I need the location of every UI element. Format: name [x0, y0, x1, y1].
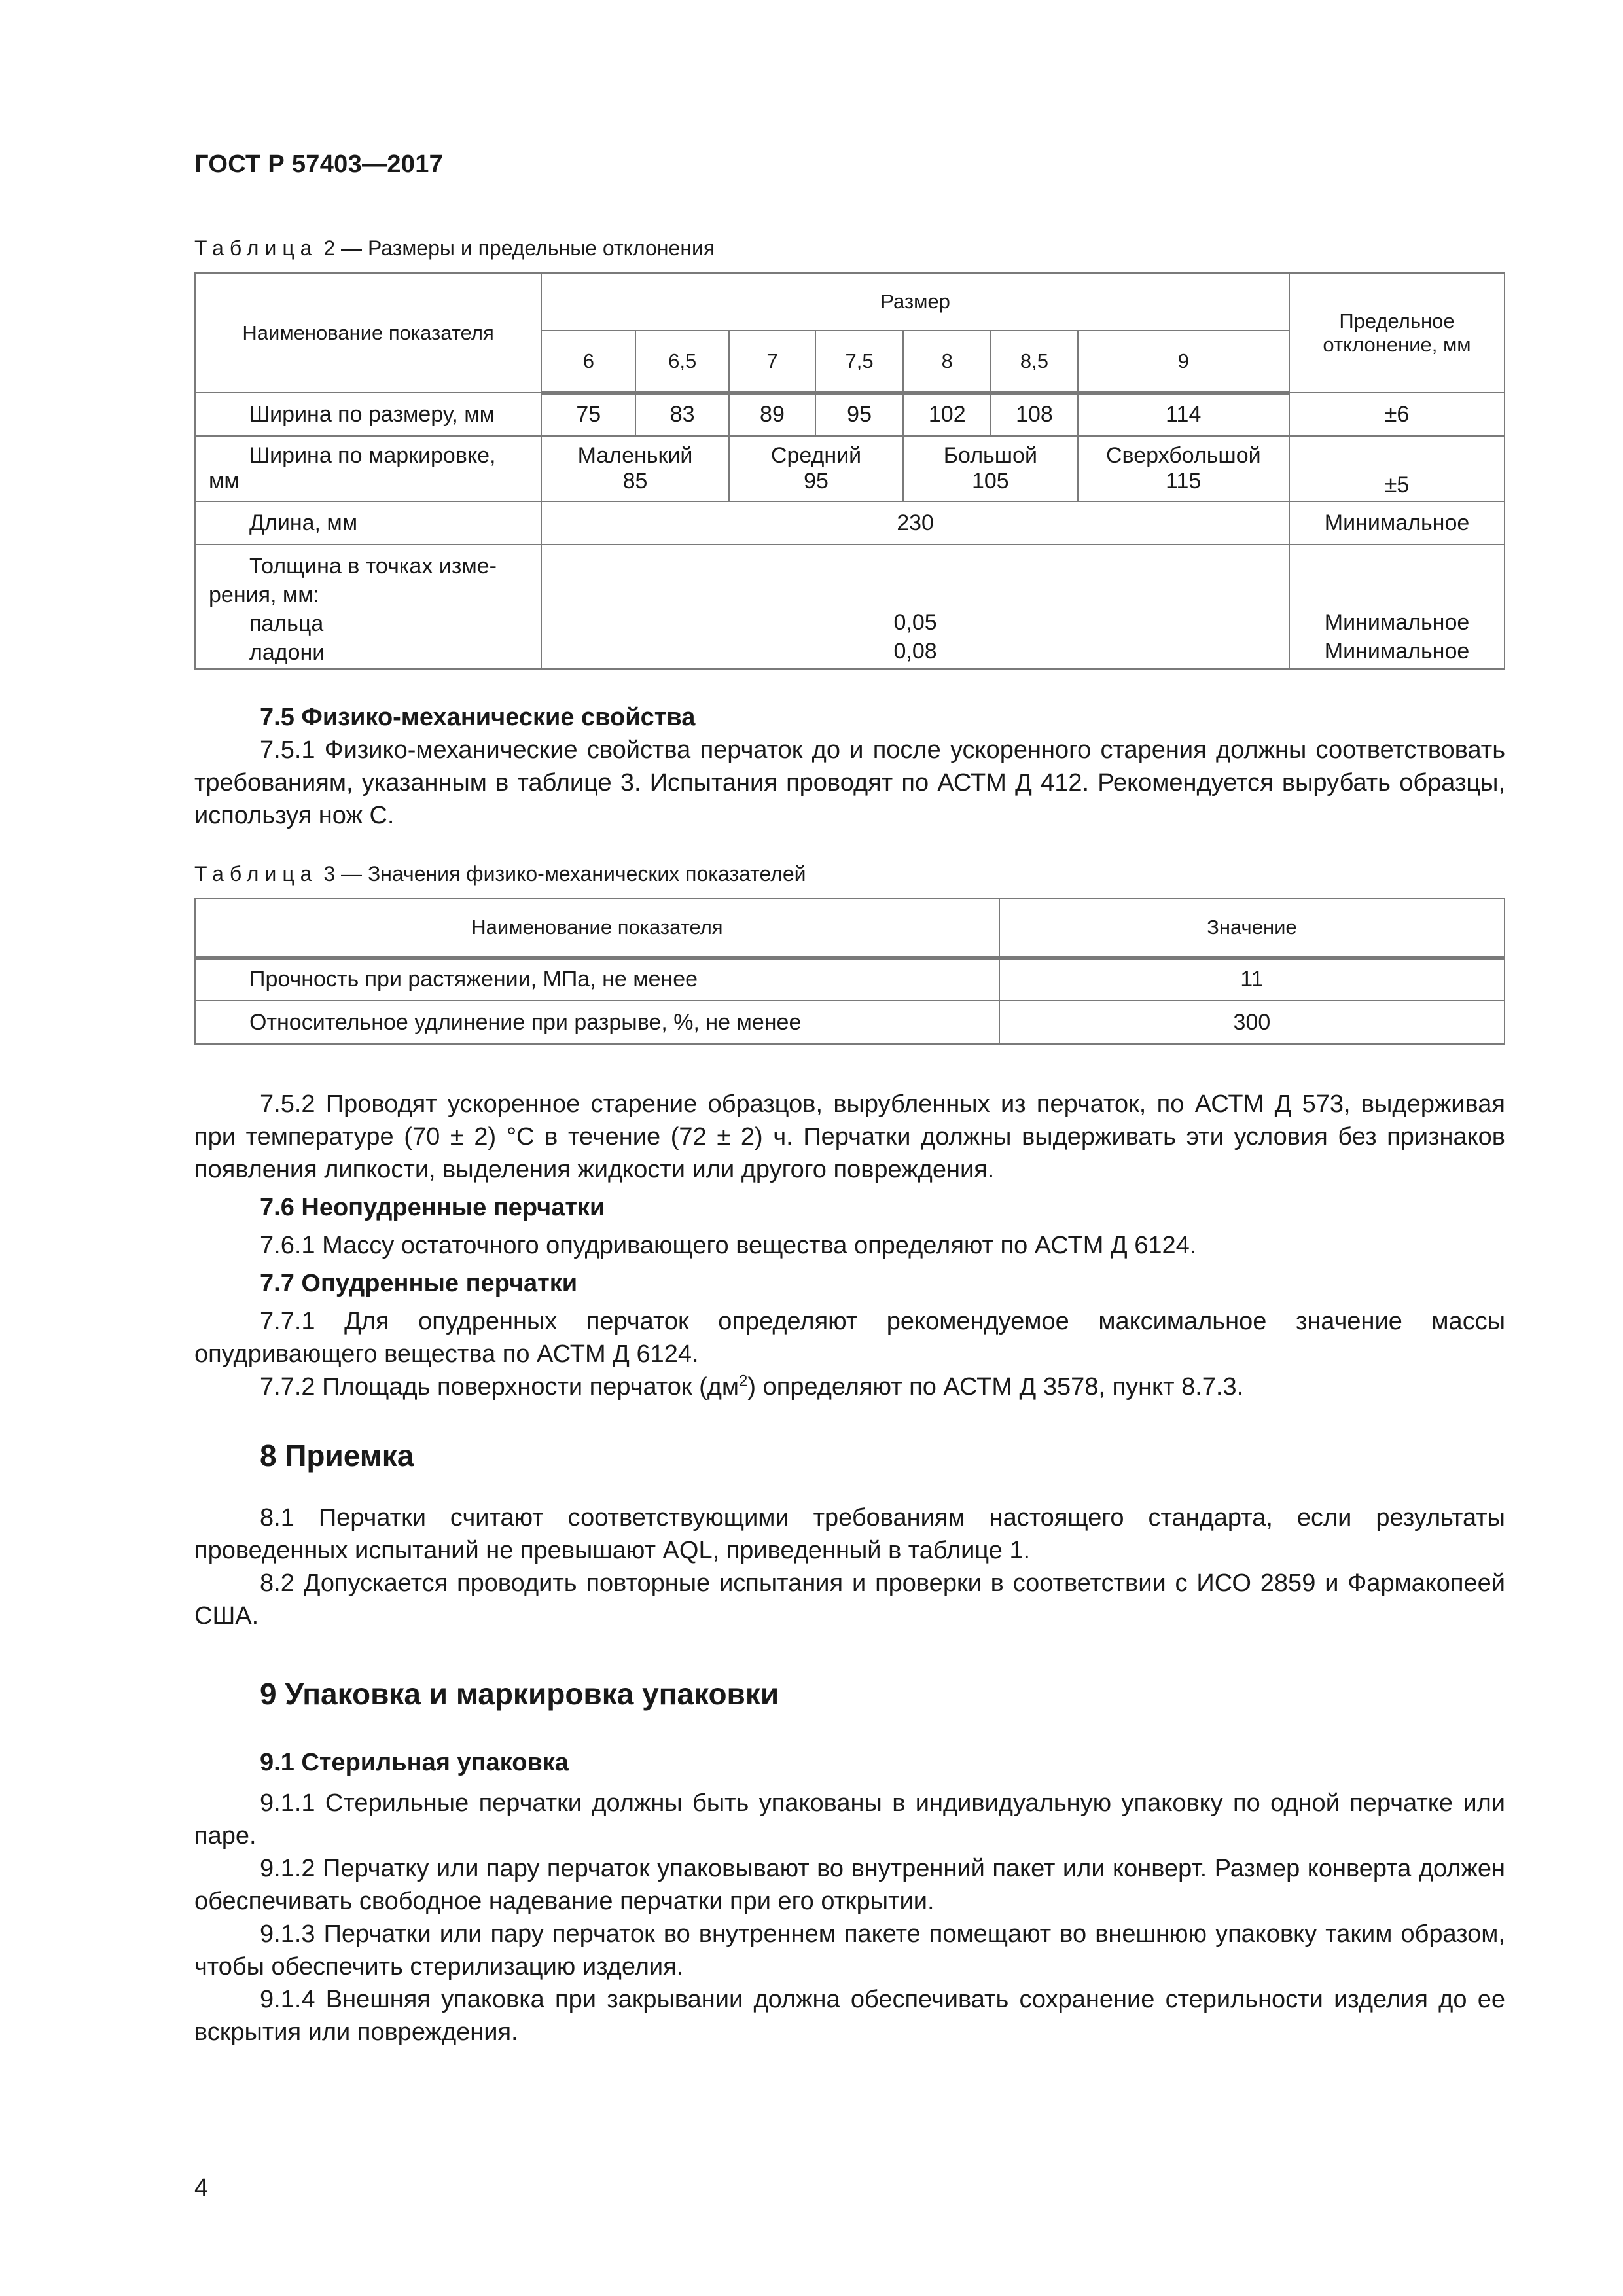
- table2: [194, 272, 1505, 670]
- table2-caption-number: 2: [323, 236, 336, 260]
- palm-label: ладони: [249, 640, 325, 665]
- table3: [194, 898, 1505, 1045]
- paragraph-9-1-1: 9.1.1 Стерильные перчатки должны быть упакованы в индивидуальную упаковку по одной перчатке или паре.: [194, 1789, 1505, 1850]
- table-cell: 102: [903, 393, 991, 436]
- palm-value: 0,08: [893, 639, 937, 664]
- section-7-5-heading: 7.5 Физико-механические свойства: [260, 704, 696, 731]
- paragraph-7-5-1: 7.5.1 Физико-механические свойства перчаток до и после ускоренного старения должны соответствовать требованиям, указанным в таблице 3. Испытания проводят по АСТМ Д 412. Рекомендуется вырубать образцы, используя нож С.: [194, 736, 1505, 829]
- section-8-heading: 8 Приемка: [260, 1439, 414, 1473]
- mark-group-name: Большой: [943, 443, 1037, 468]
- table3-caption: [194, 862, 1505, 886]
- thickness-values: [541, 545, 1289, 669]
- paragraph-7-6-1: 7.6.1 Массу остаточного опудривающего вещества определяют по АСТМ Д 6124.: [260, 1232, 1197, 1259]
- size-6: 6: [541, 331, 635, 393]
- section-9-1-heading: 9.1 Стерильная упаковка: [260, 1749, 569, 1776]
- thickness-tolerances: [1289, 545, 1505, 669]
- table2-caption: [194, 236, 1505, 260]
- table2-header-size: Размер: [541, 273, 1289, 331]
- palm-tolerance: Минимальное: [1324, 639, 1470, 664]
- paragraph-7-7-1: 7.7.1 Для опудренных перчаток определяют рекомендуемое максимальное значение массы опудривающего вещества по АСТМ Д 6124.: [194, 1308, 1505, 1368]
- mark-group-cell: [729, 436, 903, 501]
- paragraph-8-1: 8.1 Перчатки считают соответствующими требованиям настоящего стандарта, если результаты проведенных испытаний не превышают AQL, приведенный в таблице 1.: [194, 1504, 1505, 1564]
- paragraph-9-1-2: 9.1.2 Перчатку или пару перчаток упаковывают во внутренний пакет или конверт. Размер конверта должен обеспечивать свободное надевание перчатки при его открытии.: [194, 1855, 1505, 1915]
- table3-row-value: 300: [999, 1001, 1505, 1044]
- section-9-heading: 9 Упаковка и маркировка упаковки: [260, 1677, 779, 1711]
- table-cell: 89: [729, 393, 815, 436]
- table3-row-value: 11: [999, 958, 1505, 1001]
- paragraph-9-1-3: 9.1.3 Перчатки или пару перчаток во внутреннем пакете помещают во внешнюю упаковку таким образом, чтобы обеспечить стерилизацию изделия.: [194, 1920, 1505, 1981]
- mark-group-value: 85: [622, 469, 648, 493]
- tolerance-cell: ±6: [1289, 393, 1505, 436]
- paragraph-7-5-2: 7.5.2 Проводят ускоренное старение образцов, вырубленных из перчаток, по АСТМ Д 573, выдерживая при температуре (70 ± 2) °С в течение (72 ± 2) ч. Перчатки должны выдерживать эти условия без признаков появления липкости, выделения жидкости или другого повреждения.: [194, 1090, 1505, 1183]
- table2-header-name: Наименование показателя: [195, 273, 541, 393]
- mark-group-name: Сверхбольшой: [1105, 443, 1261, 468]
- table3-caption-text: — Значения физико-механических показателей: [341, 862, 806, 886]
- mark-group-value: 95: [804, 469, 829, 493]
- label-line: Ширина по маркировке,: [249, 443, 496, 468]
- row-width-size-label: Ширина по размеру, мм: [195, 393, 541, 436]
- size-7: 7: [729, 331, 815, 393]
- page-number: 4: [194, 2174, 209, 2202]
- table3-caption-prefix: Таблица: [194, 862, 318, 886]
- finger-tolerance: Минимальное: [1324, 610, 1470, 635]
- table2-caption-prefix: Таблица: [194, 236, 318, 260]
- mark-group-cell: [541, 436, 729, 501]
- mark-group-value: 115: [1166, 469, 1202, 493]
- mark-group-cell: [903, 436, 1077, 501]
- table-cell: 83: [635, 393, 728, 436]
- table3-caption-number: 3: [323, 862, 336, 886]
- size-7-5: 7,5: [815, 331, 903, 393]
- table-cell: 114: [1078, 393, 1289, 436]
- table3-header-value: Значение: [999, 899, 1505, 958]
- paragraph-7-7-2: [194, 1371, 1505, 1403]
- table3-row-name: Относительное удлинение при разрыве, %, не менее: [195, 1001, 999, 1044]
- finger-value: 0,05: [893, 610, 937, 635]
- text-fragment: ) определяют по АСТМ Д 3578, пункт 8.7.3.: [747, 1373, 1244, 1401]
- table-cell: 95: [815, 393, 903, 436]
- size-8-5: 8,5: [991, 331, 1077, 393]
- finger-label: пальца: [249, 611, 324, 636]
- mark-group-name: Средний: [770, 443, 862, 468]
- row-thickness-label: [195, 545, 541, 669]
- table2-caption-text: — Размеры и предельные отклонения: [341, 236, 715, 260]
- tolerance-cell: ±5: [1289, 436, 1505, 501]
- section-7-7-heading: 7.7 Опудренные перчатки: [260, 1270, 578, 1297]
- superscript: 2: [739, 1372, 748, 1390]
- paragraph-9-1-4: 9.1.4 Внешняя упаковка при закрывании должна обеспечивать сохранение стерильности изделия до ее вскрытия или повреждения.: [194, 1986, 1505, 2046]
- section-7-6-heading: 7.6 Неопудренные перчатки: [260, 1194, 605, 1221]
- text-fragment: 7.7.2 Площадь поверхности перчаток (дм: [260, 1373, 740, 1401]
- row-length-label: Длина, мм: [195, 501, 541, 545]
- document-id: ГОСТ Р 57403—2017: [194, 151, 444, 178]
- label-line: мм: [209, 469, 240, 493]
- label-line: рения, мм:: [209, 583, 320, 607]
- mark-group-name: Маленький: [577, 443, 693, 468]
- length-value: 230: [541, 501, 1289, 545]
- table-cell: 75: [541, 393, 635, 436]
- size-9: 9: [1078, 331, 1289, 393]
- table2-header-tolerance: Предельное отклонение, мм: [1289, 273, 1505, 393]
- mark-group-value: 105: [971, 469, 1009, 493]
- document-page: [194, 151, 1505, 2049]
- table3-header-name: Наименование показателя: [195, 899, 999, 958]
- size-8: 8: [903, 331, 991, 393]
- table3-row-name: Прочность при растяжении, МПа, не менее: [195, 958, 999, 1001]
- size-6-5: 6,5: [635, 331, 728, 393]
- row-width-mark-label: [195, 436, 541, 501]
- mark-group-cell: [1078, 436, 1289, 501]
- paragraph-8-2: 8.2 Допускается проводить повторные испытания и проверки в соответствии с ИСО 2859 и Фармакопеей США.: [194, 1570, 1505, 1630]
- tolerance-cell: Минимальное: [1289, 501, 1505, 545]
- table-cell: 108: [991, 393, 1077, 436]
- label-line: Толщина в точках изме-: [249, 554, 497, 579]
